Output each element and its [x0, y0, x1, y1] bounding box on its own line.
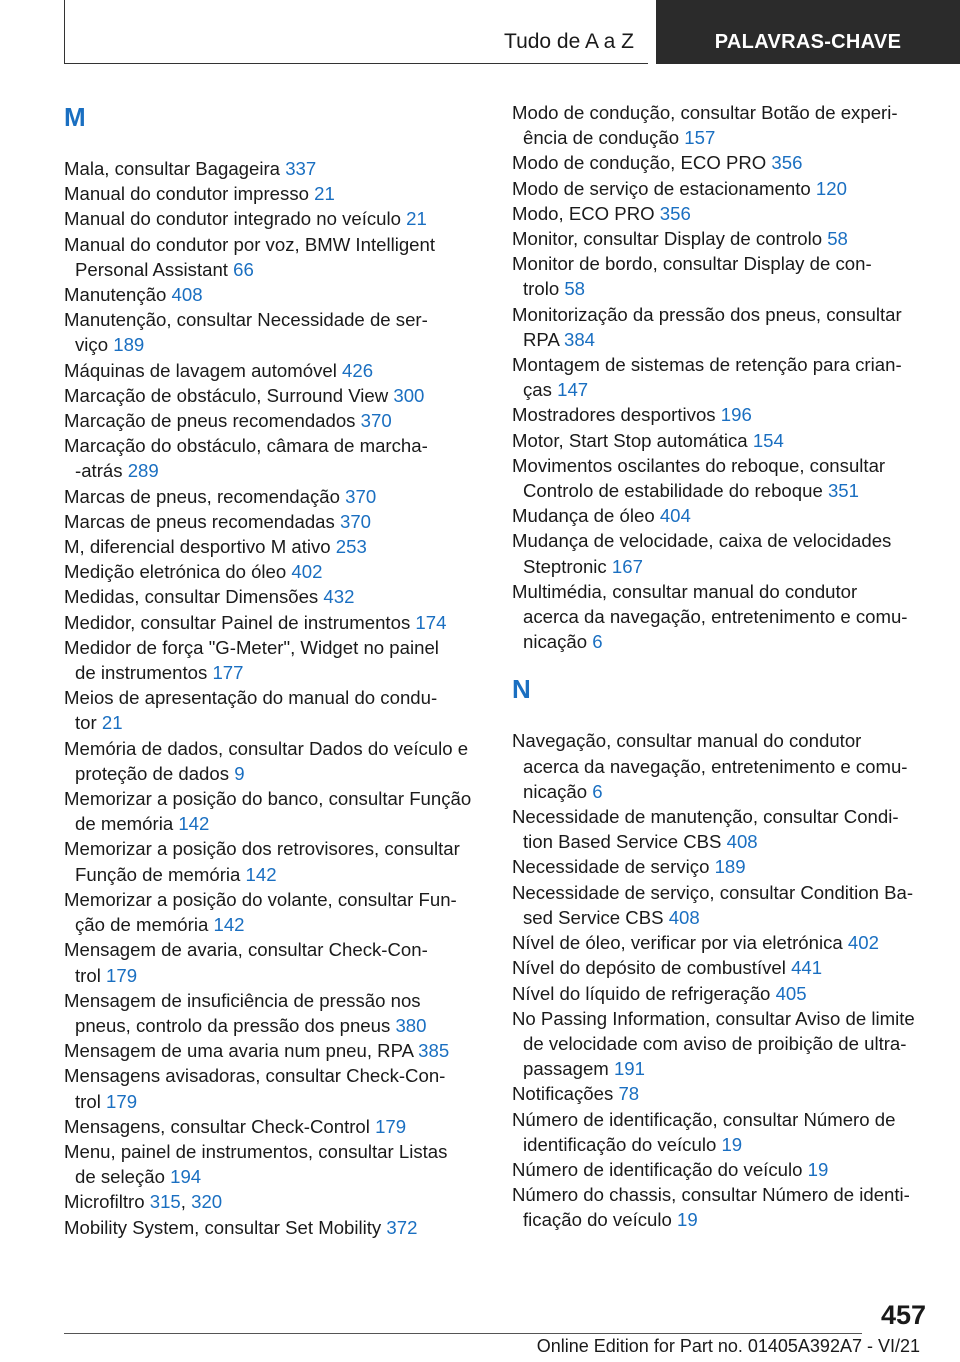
index-entry [512, 728, 932, 804]
page-link[interactable]: 66 [233, 258, 254, 280]
page-link[interactable]: 179 [106, 1090, 138, 1112]
index-entry [512, 579, 932, 655]
entry-text: Marcação de obstáculo, Surround View [64, 384, 389, 406]
index-entry [512, 302, 932, 352]
page-link[interactable]: 408 [668, 906, 700, 928]
index-entry [64, 988, 484, 1038]
entry-text: Mensagem de uma avaria num pneu, RPA [64, 1040, 413, 1062]
index-entry [512, 1006, 932, 1082]
entry-text: Medidor, consultar Painel de instrumentos [64, 611, 411, 633]
index-entry [64, 1038, 484, 1063]
entry-text: Montagem de sistemas de retenção para crian- ças [512, 354, 902, 401]
entry-text: Necessidade de serviço [512, 856, 710, 878]
page-link[interactable]: 370 [339, 510, 372, 532]
page-link[interactable]: 21 [101, 712, 123, 734]
entry-text: Marcação do obstáculo, câmara de marcha- -atrás [64, 435, 428, 482]
entry-text: Notificações [512, 1083, 614, 1105]
entry-text: Número de identificação, consultar Número de identificação do veículo [512, 1108, 896, 1155]
entry-text: Mensagens, consultar Check-Control [64, 1115, 370, 1137]
page-link[interactable]: 189 [714, 856, 746, 878]
index-entry-list [512, 728, 932, 1232]
page-link[interactable]: 58 [827, 228, 848, 250]
index-entry [64, 1114, 484, 1139]
page-link[interactable]: 19 [807, 1158, 829, 1180]
index-entry [64, 1189, 484, 1214]
entry-text: Medidas, consultar Dimensões [64, 586, 319, 608]
index-entry [512, 1081, 932, 1106]
entry-text: Motor, Start Stop automática [512, 429, 748, 451]
page-link[interactable]: 426 [342, 359, 374, 381]
index-entry [64, 937, 484, 987]
entry-text: Medidor de força "G-Meter", Widget no painel de instrumentos [64, 636, 439, 684]
index-entry [512, 226, 932, 251]
page-link[interactable]: 196 [720, 404, 752, 426]
entry-text: Mensagem de avaria, consultar Check-Con- trol [64, 939, 428, 986]
index-entry [512, 981, 932, 1006]
entry-text: Manual do condutor por voz, BMW Intelligent Personal Assistant [64, 233, 436, 280]
entry-text: Modo de condução, ECO PRO [512, 152, 767, 174]
entry-text: Manutenção, consultar Necessidade de ser- viço [64, 309, 428, 356]
entry-text: Memorizar a posição do banco, consultar Função de memória [64, 788, 472, 835]
header-section-box [64, 0, 648, 64]
index-entry [64, 610, 484, 635]
index-entry [512, 251, 932, 301]
page-link[interactable]: 191 [613, 1058, 645, 1080]
entry-text: No Passing Information, consultar Aviso de limite de velocidade com aviso de proibição de ultra- passagem [512, 1007, 915, 1080]
page-link[interactable]: 120 [815, 177, 847, 199]
page-link[interactable]: 19 [721, 1133, 743, 1155]
page-link[interactable]: 9 [234, 762, 245, 784]
index-entry [64, 509, 484, 534]
page-link[interactable]: 351 [827, 480, 859, 502]
page-link[interactable]: 370 [345, 485, 377, 507]
index-entry [64, 1139, 484, 1189]
entry-text: Mala, consultar Bagageira [64, 158, 281, 179]
index-entry [64, 534, 484, 559]
entry-text: Nível do líquido de refrigeração [512, 982, 771, 1004]
entry-text: Meios de apresentação do manual do condu- tor [64, 687, 438, 734]
index-entry [512, 1107, 932, 1157]
page-link[interactable]: 356 [771, 152, 803, 174]
page-link[interactable]: 405 [775, 982, 807, 1004]
entry-text: Marcas de pneus recomendadas [64, 510, 335, 532]
index-entry [64, 383, 484, 408]
index-entry [64, 181, 484, 206]
entry-text: Microfiltro [64, 1191, 145, 1213]
entry-text: Monitor de bordo, consultar Display de con- trolo [512, 253, 872, 300]
index-entry [512, 955, 932, 980]
index-entry [512, 528, 932, 578]
index-entry [64, 206, 484, 231]
entry-text: Nível de óleo, verificar por via eletrónica [512, 932, 843, 954]
index-entry [64, 433, 484, 483]
page-link[interactable]: 174 [415, 611, 447, 633]
index-letter-group [512, 672, 932, 1232]
index-entry [64, 559, 484, 584]
page-link[interactable]: 404 [659, 505, 691, 527]
entry-text: Nível do depósito de combustível [512, 957, 786, 979]
entry-text: Mostradores desportivos [512, 404, 716, 426]
entry-text: Movimentos oscilantes do reboque, consultar Controlo de estabilidade do reboque [512, 454, 886, 502]
page-link[interactable]: 157 [684, 127, 716, 149]
page-link[interactable]: 78 [618, 1083, 640, 1105]
index-entry [512, 201, 932, 226]
index-entry [64, 736, 484, 786]
page-link[interactable]: 300 [393, 384, 425, 406]
page-link[interactable]: 253 [335, 536, 367, 558]
index-entry [512, 352, 932, 402]
entry-text: Marcas de pneus, recomendação [64, 485, 340, 507]
page-separator: , [180, 1191, 192, 1213]
index-entry [512, 854, 932, 879]
section-title: Tudo de A a Z [504, 30, 634, 53]
entry-text: Mobility System, consultar Set Mobility [64, 1216, 382, 1238]
page-link[interactable]: 58 [564, 278, 586, 300]
index-entry [512, 1157, 932, 1182]
page-link[interactable]: 189 [113, 334, 145, 356]
index-entry [64, 584, 484, 609]
page-link[interactable]: 315 [149, 1191, 181, 1213]
page-link[interactable]: 21 [314, 183, 335, 205]
index-entry [512, 804, 932, 854]
entry-text: Medição eletrónica do óleo [64, 561, 287, 583]
index-entry [64, 358, 484, 383]
page-link[interactable]: 337 [285, 158, 317, 179]
page-link[interactable]: 408 [726, 831, 758, 853]
entry-text: Modo, ECO PRO [512, 202, 655, 224]
page-link[interactable]: 402 [291, 561, 323, 583]
index-entry-list [512, 100, 932, 654]
index-entry-list [64, 156, 484, 1240]
index-column-right [512, 100, 932, 1251]
entry-text: Memorizar a posição do volante, consultar Fun- ção de memória [64, 888, 457, 936]
index-entry [512, 150, 932, 175]
page-link[interactable]: 177 [212, 662, 244, 684]
index-entry [64, 282, 484, 307]
index-entry [64, 408, 484, 433]
page-link[interactable]: 142 [178, 813, 210, 835]
entry-text: Monitor, consultar Display de controlo [512, 228, 823, 250]
entry-text: Mudança de velocidade, caixa de velocidades Steptronic [512, 530, 892, 577]
page-link[interactable]: 179 [375, 1115, 407, 1137]
entry-text: Memorizar a posição dos retrovisores, consultar Função de memória [64, 838, 460, 885]
entry-text: Número de identificação do veículo [512, 1158, 803, 1180]
page-link[interactable]: 142 [213, 914, 245, 936]
index-entry [512, 402, 932, 427]
entry-text: Necessidade de serviço, consultar Condition Ba- sed Service CBS [512, 881, 914, 928]
letter-heading: N [512, 674, 531, 705]
page-link[interactable]: 6 [592, 631, 603, 653]
page-link[interactable]: 167 [611, 555, 643, 577]
page-link[interactable]: 19 [677, 1209, 698, 1231]
index-entry [64, 1215, 484, 1240]
index-letter-group [64, 100, 484, 1240]
page-link[interactable]: 402 [847, 932, 879, 954]
index-entry [64, 307, 484, 357]
page-link[interactable]: 21 [406, 208, 427, 230]
index-entry [64, 786, 484, 836]
letter-heading: M [64, 102, 86, 132]
index-entry [64, 484, 484, 509]
entry-text: Necessidade de manutenção, consultar Condi- tion Based Service CBS [512, 806, 899, 853]
index-column-left [64, 100, 484, 1258]
entry-text: Multimédia, consultar manual do condutor acerca da navegação, entretenimento e comu- nicação [512, 580, 908, 653]
page-link[interactable]: 289 [127, 460, 159, 482]
page-link[interactable]: 6 [592, 780, 603, 802]
page-link[interactable]: 356 [659, 202, 691, 224]
page-number: 457 [880, 1300, 926, 1330]
index-letter-group [512, 100, 932, 654]
index-entry [512, 880, 932, 930]
page-link[interactable]: 194 [170, 1166, 202, 1188]
page-link[interactable]: 432 [323, 586, 355, 608]
edition-note: Online Edition for Part no. 01405A392A7 - VI/21 [536, 1336, 920, 1356]
entry-text: Modo de condução, consultar Botão de experi- ência de condução [512, 102, 898, 149]
page-link[interactable]: 372 [386, 1216, 418, 1238]
index-entry [64, 887, 484, 937]
page-link[interactable]: 441 [791, 957, 823, 979]
entry-text: Memória de dados, consultar Dados do veículo e proteção de dados [64, 737, 469, 784]
entry-text: Mensagem de insuficiência de pressão nos pneus, controlo da pressão dos pneus [64, 989, 421, 1036]
page-link[interactable]: 154 [752, 429, 784, 451]
index-entry [512, 503, 932, 528]
page-link[interactable]: 142 [245, 863, 277, 885]
page-link[interactable]: 384 [564, 328, 596, 350]
index-entry [512, 100, 932, 150]
footer-divider [64, 1333, 862, 1334]
index-entry [512, 1182, 932, 1232]
page-link[interactable]: 408 [171, 284, 203, 306]
index-entry [64, 1063, 484, 1113]
header-chapter-tab [656, 0, 960, 64]
entry-text: Manutenção [64, 284, 167, 306]
entry-text: Menu, painel de instrumentos, consultar Listas de seleção [64, 1140, 448, 1188]
page-link[interactable]: 179 [106, 964, 138, 986]
page-link[interactable]: 320 [191, 1191, 223, 1213]
entry-text: Monitorização da pressão dos pneus, consultar RPA [512, 303, 902, 350]
page-link[interactable]: 385 [418, 1040, 450, 1062]
index-entry [64, 232, 484, 282]
entry-text: Manual do condutor integrado no veículo [64, 208, 401, 230]
chapter-title: PALAVRAS-CHAVE [714, 31, 902, 53]
index-entry [64, 685, 484, 735]
entry-text: Máquinas de lavagem automóvel [64, 359, 337, 381]
entry-text: Número do chassis, consultar Número de identi- ficação do veículo [512, 1184, 910, 1231]
index-entry [512, 176, 932, 201]
entry-text: M, diferencial desportivo M ativo [64, 536, 331, 558]
entry-text: Manual do condutor impresso [64, 183, 309, 205]
entry-text: Marcação de pneus recomendados [64, 410, 356, 432]
index-entry [64, 635, 484, 685]
index-entry [64, 836, 484, 886]
entry-text: Mensagens avisadoras, consultar Check-Con- trol [64, 1065, 446, 1112]
entry-text: Modo de serviço de estacionamento [512, 177, 811, 199]
index-entry [512, 428, 932, 453]
entry-text: Navegação, consultar manual do condutor acerca da navegação, entretenimento e comu- nicação [512, 730, 908, 802]
entry-text: Mudança de óleo [512, 505, 655, 527]
index-entry [512, 930, 932, 955]
page-link[interactable]: 370 [360, 410, 392, 432]
index-entry [64, 156, 484, 181]
page-link[interactable]: 380 [395, 1014, 427, 1036]
index-entry [512, 453, 932, 503]
page-link[interactable]: 147 [557, 379, 589, 401]
